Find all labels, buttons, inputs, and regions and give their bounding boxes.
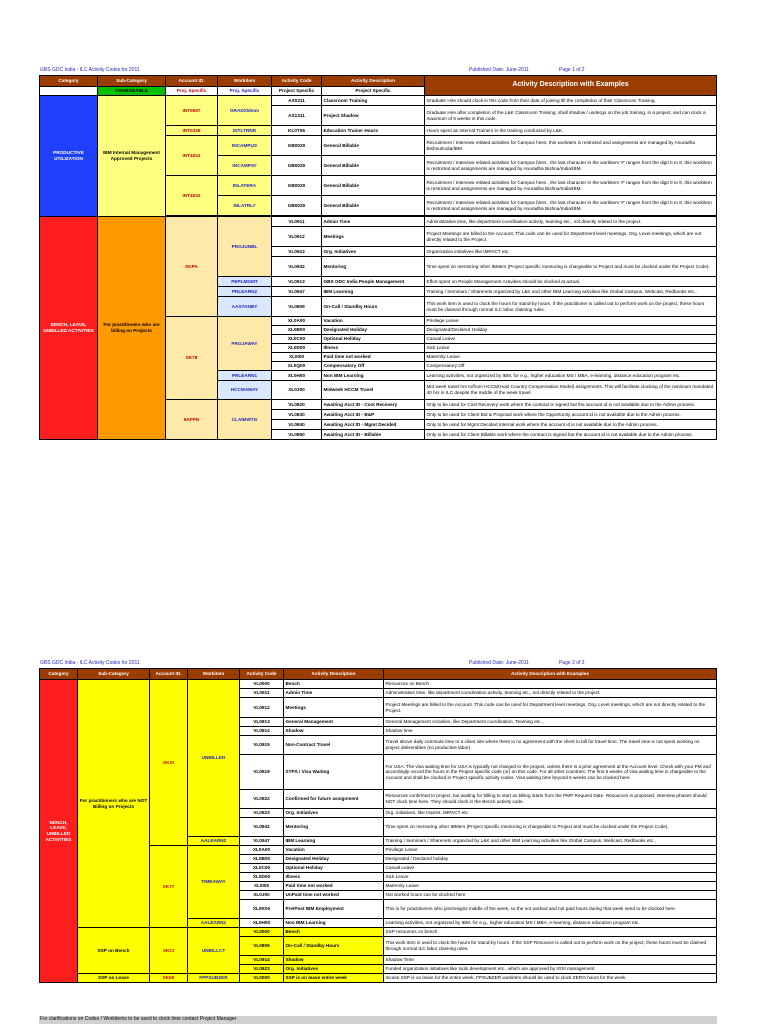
activity-desc: Optional Holiday — [284, 864, 384, 873]
workitem: PROJAWAY — [218, 317, 272, 371]
activity-code: XL0B00 — [272, 326, 322, 335]
page-number: Page 1 of 2 — [559, 67, 585, 73]
activity-example: Incase SSP is on leave for the entire week, FPSUBZER workitem should be used to clock ZERO hours for the week — [384, 974, 717, 983]
activity-code: VL0850 — [272, 430, 322, 440]
activity-example: Project Meetings are billed to the Account. This code can be used for Department level meetings, Org. Level meetings, which are not directly related to the Project. — [384, 698, 717, 718]
activity-code: VL0809 — [272, 297, 322, 317]
table-row — [40, 680, 717, 689]
activity-example: Training / Seminars / Sharenets organized by L&K and other IBM Learning activities like Global Campus, Webcast, Redbooks etc., — [425, 287, 717, 297]
activity-example: Effort spent on People Management Activities should be clocked at actual. — [425, 277, 717, 287]
activity-example: Resources on Bench — [384, 680, 717, 689]
activity-code: XL0J00 — [240, 891, 284, 900]
activity-desc: On-Call / Standby Hours — [284, 937, 384, 956]
activity-example: Mid week travel hrs to/from HCCM(Host Country Compensation Model) assignments. This will facilitate clocking of the minimum mandated 40 hrs in ILC despite the middle of the week travel. — [425, 381, 717, 400]
activity-code: XL0C00 — [240, 864, 284, 873]
account-id: INT0687 — [166, 96, 218, 126]
sheet-header — [39, 659, 716, 668]
workitem: INCAMPUS — [218, 136, 272, 156]
activity-example: Only to be used for Mgmt Decided internal work where the account id is not available due to the Admin process. — [425, 420, 717, 430]
activity-desc: Org. Initiatives — [284, 809, 384, 818]
activity-example: Casual Leave — [384, 864, 717, 873]
activity-example: Maternity Leave — [425, 353, 717, 362]
activity-example: Designated/Declared Holiday — [425, 326, 717, 335]
activity-example: Graduate Hire should clock in this code from their date of joining till the completion of their Classroom Training. — [425, 96, 717, 106]
activity-desc: GBS GDC India People Management — [322, 277, 425, 287]
activity-code: VL0830 — [272, 410, 322, 420]
account-id: SK77 — [150, 846, 188, 928]
workitem: PRLEARN1 — [218, 371, 272, 381]
activity-example: Administrative time, like department coordination activity, teaming etc., not directly related to the project. — [425, 217, 717, 227]
activity-example: Recruitment / Interview related activities for Campus hires, this workitem is restricted and assignments are managed by Anuradha Bishnu/India/IBM. — [425, 136, 717, 156]
activity-code: AS1311 — [272, 106, 322, 126]
activity-code: AS0311 — [272, 96, 322, 106]
activity-desc: Non-Contract Travel — [284, 736, 384, 755]
activity-desc: Awaiting Acct ID - B&P — [322, 410, 425, 420]
activity-desc: STPS / Visa Waiting — [284, 755, 384, 790]
activity-example: This work item is used to clock the hours for stand-by hours. If the SSP Resource is called out to perform work on the project, these hours must be claimed through normal ILC labor claiming rules. — [384, 937, 717, 956]
activity-example: Learning activities, not organized by IBM, for e.g., higher education MS / MBA, e-learning, distance education program etc. — [425, 371, 717, 381]
table-row — [40, 217, 717, 227]
activity-desc: SSP is on leave entire week — [284, 974, 384, 983]
activity-code: VL0914 — [240, 727, 284, 736]
activity-desc: Non IBM Learning — [322, 371, 425, 381]
activity-example: Graduate Hire after completion of the L&K Classroom Training, shall shadow / undergo on the job training, in a project, and can clock a maximum of 6 weeks in this code. — [425, 106, 717, 126]
activity-example: This work item is used to clock the hours for stand-by hours. If the practitioner is called out to perform work on the project, these hours must be claimed through normal ILC labor claiming rules. — [425, 297, 717, 317]
activity-desc: Meetings — [284, 698, 384, 718]
workitem: HCCMAWAY — [218, 381, 272, 400]
activity-code: VL0942 — [272, 257, 322, 277]
project-specific-label: Project Specific — [322, 87, 425, 96]
activity-code: VL0947 — [272, 287, 322, 297]
activity-desc: Mentoring — [284, 818, 384, 837]
activity-codes-table — [39, 668, 717, 983]
col-workitem: Workitem — [218, 76, 272, 87]
account-id: SK78 — [166, 317, 218, 400]
activity-code: VL0913 — [240, 718, 284, 727]
activity-code: VL0820 — [272, 400, 322, 410]
project-specific-label: Project Specific — [272, 87, 322, 96]
sheet-title: GBS GDC India - ILC Activity Codes for 2011 — [40, 660, 140, 666]
activity-desc: Vacation — [284, 846, 384, 855]
activity-code: XL0D00 — [240, 873, 284, 882]
activity-example: Maternity Leave — [384, 882, 717, 891]
activity-example: Recruitment / Interview related activities for Campus hires , the last character in the workitem '#' ranges from the digit 0 to 9, this workitem is restricted and assignments are managed by Anuradha Bishnu/India/IBM. — [425, 176, 717, 196]
proj-specific-label: Proj. Specific — [166, 87, 218, 96]
activity-code: VL0911 — [240, 689, 284, 698]
activity-example: Recruitment / Interview related activities for Campus hires , the last character in the workitem '#' ranges from the digit 0 to 9, this workitem is restricted and assignments are managed by Anuradha Bishnu/India/IBM. — [425, 156, 717, 176]
activity-example: Time spent on mentoring other IBMers (Project specific mentoring is chargeable to Project and must be clocked under the Project Code). — [425, 257, 717, 277]
activity-desc: On-Call / Standby Hours — [322, 297, 425, 317]
activity-desc: Designated Holiday — [322, 326, 425, 335]
activity-code: GB0020 — [272, 176, 322, 196]
activity-code: KL0T06 — [272, 126, 322, 136]
activity-example: Only to be used for Client Bid & Proposal work where the Opportunity account id is not available due to the Admin process. — [425, 410, 717, 420]
account-id: SKCI — [150, 928, 188, 974]
activity-code: VL0942 — [240, 818, 284, 837]
workitem: UNBILLCT — [188, 928, 240, 974]
activity-desc: Illness — [322, 344, 425, 353]
activity-code: VL0914 — [240, 956, 284, 965]
workitem: PRLEARN2 — [218, 287, 272, 297]
activity-code: VL0912 — [240, 698, 284, 718]
activity-desc: Paid time not worked — [284, 882, 384, 891]
sheet-title: GBS GDC India - ILC Activity Codes for 2011 — [40, 67, 140, 73]
col-category: Category — [40, 76, 98, 87]
subcategory-billing: For practitioners who are billing on Projects — [98, 217, 166, 440]
activity-code: VL0000 — [240, 680, 284, 689]
activity-example: Travel above daily commute time to a client site where there is no agreement with the client to bill for travel time. The travel time is not spent working on project deliverables (no productive labor). — [384, 736, 717, 755]
account-id: SK60 — [150, 974, 188, 983]
activity-code: VL0923 — [240, 965, 284, 974]
activity-example: Privilege Leave — [384, 846, 717, 855]
col-subcategory: Sub-Category — [98, 76, 166, 87]
published-date: Published Date: June-2011 — [469, 660, 529, 666]
activity-desc: Mentoring — [322, 257, 425, 277]
activity-code: XL0A00 — [272, 317, 322, 326]
activity-code: XL0B00 — [240, 855, 284, 864]
account-id: SKPA — [166, 217, 218, 317]
activity-desc: Education Trainer Hours — [322, 126, 425, 136]
activity-desc: Classroom Training — [322, 96, 425, 106]
activity-example: For USA: The visa waiting time for USA is typically not charged to the project, unless there is a prior agreement at the Account level. Check with your PM and accordingly record the hours in the Project specific code (or) on this code. For all other countries: The first 6 weeks of visa waiting time is chargeable to the Account and shall be clocked in Project specific activity codes. Visa waiting time beyond 6 weeks can be clocked here. — [384, 755, 717, 790]
activity-code: GB0020 — [272, 136, 322, 156]
activity-example: Sick Leave — [425, 344, 717, 353]
activity-example: Shadow Time — [384, 956, 717, 965]
activity-code: VL0000 — [240, 928, 284, 937]
workitem: CLAIMWTG — [218, 400, 272, 440]
activity-desc: Awaiting Acct ID - Billable — [322, 430, 425, 440]
activity-desc: Paid time not worked — [322, 353, 425, 362]
activity-code: VL0911 — [272, 217, 322, 227]
activity-desc: UnPaid time not worked — [284, 891, 384, 900]
activity-code: XL0C00 — [272, 335, 322, 344]
activity-desc: General Management — [284, 718, 384, 727]
activity-desc: Confirmed for future assignment — [284, 790, 384, 809]
col-activity-desc: Activity Description — [322, 76, 425, 87]
workitem: TIMEAWAY — [188, 846, 240, 919]
table-row — [40, 928, 717, 937]
activity-example: Learning activities, not organized by IBM, for e.g., higher education MS / MBA, e-learning, distance education program etc. — [384, 919, 717, 928]
activity-example: Only to be used for Client Billable work where the contract is signed but the account id is not available due to the Admin process. — [425, 430, 717, 440]
activity-code: GB0020 — [272, 196, 322, 216]
activity-example: Not worked hours can be clocked here — [384, 891, 717, 900]
activity-example: Training / Seminars / Sharenets organized by L&K and other IBM Learning activities like Global Campus, Webcast, Redbooks etc., — [384, 837, 717, 846]
activity-example: Org. initiatives, like Imprint, IMPACT etc — [384, 809, 717, 818]
activity-desc: Non IBM Learning — [284, 919, 384, 928]
sheet-header — [39, 66, 716, 75]
activity-code: VL0947 — [240, 837, 284, 846]
activity-code: XL0I00 — [272, 353, 322, 362]
activity-code: VL0915 — [240, 736, 284, 755]
activity-code: VL0913 — [272, 277, 322, 287]
account-id: INT4041 — [166, 136, 218, 176]
activity-example: Recruitment / Interview related activities for Campus hires , the last character in the workitem '#' ranges from the digit 0 to 9, this workitem is restricted and assignments are managed by Anuradha Bishnu/India/IBM. — [425, 196, 717, 216]
activity-desc: Admin Time — [322, 217, 425, 227]
workitem: AALEARN1 — [188, 919, 240, 928]
activity-desc: Awaiting Acct ID - Mgmt Decided — [322, 420, 425, 430]
workitem: INTLTRNR — [218, 126, 272, 136]
activity-code: XL0A00 — [240, 846, 284, 855]
col-subcategory: Sub-Category — [78, 669, 150, 680]
activity-code: XL0K00 — [240, 900, 284, 919]
activity-desc: Designated Holiday — [284, 855, 384, 864]
account-id: SKSI — [150, 680, 188, 846]
activity-desc: General Billable — [322, 156, 425, 176]
activity-code: XL0H00 — [240, 919, 284, 928]
activity-desc: Bench — [284, 928, 384, 937]
activity-desc: Meetings — [322, 227, 425, 247]
activity-code: GB0020 — [272, 156, 322, 176]
activity-code: XL0H00 — [272, 371, 322, 381]
activity-example: Administrative time, like department coordination activity, teaming etc., not directly related to the project. — [384, 689, 717, 698]
account-id: INT0336 — [166, 126, 218, 136]
workitem: INLATERA — [218, 176, 272, 196]
col-activity-code: Activity Code — [272, 76, 322, 87]
subcategory-ibm-internal: IBM Internal Management Approved Projects — [98, 96, 166, 217]
activity-desc: Pre/Post IBM Employment — [284, 900, 384, 919]
sheet-page-2 — [39, 659, 716, 983]
activity-desc: Shadow — [284, 956, 384, 965]
col-activity-code: Activity Code — [240, 669, 284, 680]
workitem: AASTANBY — [218, 297, 272, 317]
activity-code: XL0D00 — [272, 344, 322, 353]
activity-example: Compensatory Off — [425, 362, 717, 371]
activity-desc: Project Shadow — [322, 106, 425, 126]
activity-desc: Org. Initiatives — [284, 965, 384, 974]
workitem: INLATRL# — [218, 196, 272, 216]
activity-desc: General Billable — [322, 176, 425, 196]
subcategory-ssp-bench: SSP on Bench — [78, 928, 150, 974]
activity-desc: Shadow — [284, 727, 384, 736]
category-bench: BENCH, LEAVE, UNBILLED ACTIVITIES — [40, 680, 78, 983]
activity-example: Hours spent as Internal Trainers in the training conducted by L&K. — [425, 126, 717, 136]
activity-example: This is for practitioners who join/resigns middle of the week, so the not worked and not paid hours during that week need to be clocked here. — [384, 900, 717, 919]
footer-note: For clarifications on Codes / Workitems to be used to clock time contact Project Manager — [39, 1016, 717, 1024]
activity-example: Resources confirmed to project, but waiting for billing to start as billing starts from the PMP Request Date. Resources in proposed, interview phases should NOT clock time here. They should clock in the Bench activity code. — [384, 790, 717, 809]
workitem: UNBILLED — [188, 680, 240, 837]
activity-desc: General Billable — [322, 196, 425, 216]
activity-desc: Midweek HCCM Travel — [322, 381, 425, 400]
activity-code: VL0912 — [272, 227, 322, 247]
activity-code: VL0000 — [240, 974, 284, 983]
col-activity-examples: Activity Description with Examples — [425, 76, 717, 96]
account-id: INT4042 — [166, 176, 218, 216]
activity-codes-table — [39, 75, 717, 440]
col-activity-examples: Activity Description with Examples — [384, 669, 717, 680]
chargeable-label: CHARGEABLE — [98, 87, 166, 96]
sheet-page-1 — [39, 66, 716, 440]
activity-code: XL0I00 — [240, 882, 284, 891]
activity-example: Only to be used for Cost Recovery work where the contract is signed but the account id is not available due to the Admin process. — [425, 400, 717, 410]
workitem: AALEARN2 — [188, 837, 240, 846]
activity-desc: Org. Initiatives — [322, 247, 425, 257]
activity-example: Funded organization initiatives like tools development etc., which are approved by IGSI management — [384, 965, 717, 974]
table-row — [40, 96, 717, 106]
published-date: Published Date: June-2011 — [469, 67, 529, 73]
activity-desc: IBM Learning — [284, 837, 384, 846]
workitem: PROJUNBL — [218, 217, 272, 277]
activity-code: XL0J00 — [272, 381, 322, 400]
activity-code: VL0923 — [272, 247, 322, 257]
subcategory-ssp-leave: SSP on Leave — [78, 974, 150, 983]
activity-example: Shadow time — [384, 727, 717, 736]
activity-desc: IBM Learning — [322, 287, 425, 297]
col-account-id: Account ID. — [166, 76, 218, 87]
activity-example: Time spent on mentoring other IBMers (Project specific mentoring is chargeable to Project and must be clocked under the Project Code). — [384, 818, 717, 837]
table-header-row — [40, 76, 717, 87]
activity-desc: Optional Holiday — [322, 335, 425, 344]
activity-example: SSP resources on bench — [384, 928, 717, 937]
activity-example: Casual Leave — [425, 335, 717, 344]
activity-code: XL0Q00 — [272, 362, 322, 371]
activity-desc: Compensatory Off — [322, 362, 425, 371]
activity-example: General Management Activities, like Department coordination, Teaming etc., — [384, 718, 717, 727]
col-workitem: Workitem — [188, 669, 240, 680]
activity-code: VL0919 — [240, 755, 284, 790]
activity-code: VL0923 — [240, 809, 284, 818]
workitem: FPPSUBZER — [188, 974, 240, 983]
activity-example: Designated / Declared holiday — [384, 855, 717, 864]
activity-code: VL0840 — [272, 420, 322, 430]
subcategory-not-billing: For practitioners who are NOT Billing on Projects — [78, 680, 150, 928]
page-number: Page 2 of 2 — [559, 660, 585, 666]
account-id: 9AFPN — [166, 400, 218, 440]
activity-desc: Admin Time — [284, 689, 384, 698]
col-activity-desc: Activity Description — [284, 669, 384, 680]
table-row — [40, 974, 717, 983]
activity-desc: Bench — [284, 680, 384, 689]
category-productive: PRODUCTIVE UTILIZATION — [40, 96, 98, 217]
activity-desc: Vacation — [322, 317, 425, 326]
workitem: PEPLMGMT — [218, 277, 272, 287]
category-bench: BENCH, LEAVE, UNBILLED ACTIVITIES — [40, 217, 98, 440]
col-category: Category — [40, 669, 78, 680]
table-header-row — [40, 669, 717, 680]
activity-code: VL0809 — [240, 937, 284, 956]
activity-code: VL0922 — [240, 790, 284, 809]
activity-example: Project Meetings are billed to the Account. This code can be used for Department level meetings, Org. Level meetings, which are not directly related to the Project. — [425, 227, 717, 247]
proj-specific-label: Proj. Specific — [218, 87, 272, 96]
activity-desc: Illness — [284, 873, 384, 882]
activity-desc: Awaiting Acct ID - Cost Recovery — [322, 400, 425, 410]
activity-desc: General Billable — [322, 136, 425, 156]
activity-example: Sick Leave — [384, 873, 717, 882]
col-account-id: Account ID. — [150, 669, 188, 680]
activity-example: Privilege Leave — [425, 317, 717, 326]
workitem: GRAD/ddmm — [218, 96, 272, 126]
activity-example: Organization initiatives like IMPACT etc. — [425, 247, 717, 257]
workitem: INCAMPS# — [218, 156, 272, 176]
